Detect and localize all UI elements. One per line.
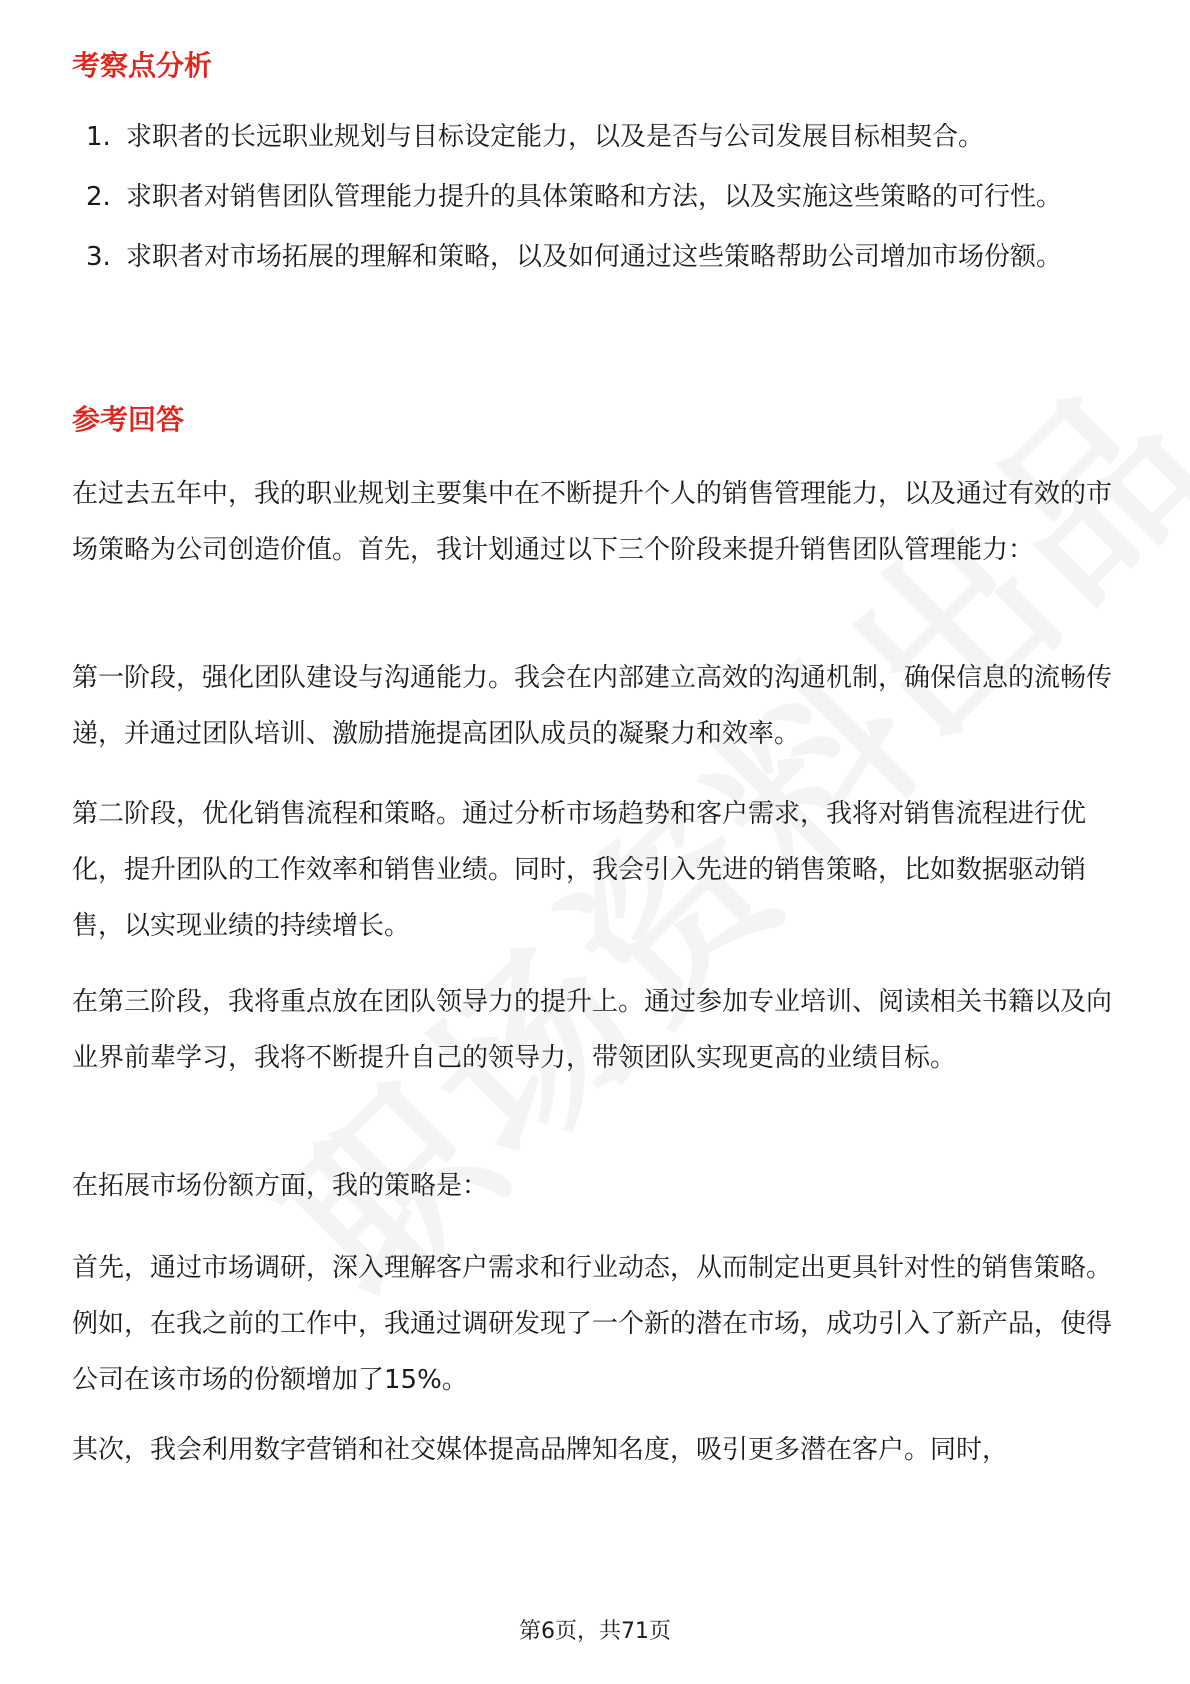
answer-paragraph: 首先，通过市场调研，深入理解客户需求和行业动态，从而制定出更具针对性的销售策略。例如，在我之前的工作中，我通过调研发现了一个新的潜在市场，成功引入了新产品，使得公司在该市场的份额增加了15%。 [72,1253,1113,1395]
answer-paragraph: 在第三阶段，我将重点放在团队领导力的提升上。通过参加专业培训、阅读相关书籍以及向业界前辈学习，我将不断提升自己的领导力，带领团队实现更高的业绩目标。 [72,987,1113,1073]
list-item-text: 求职者对销售团队管理能力提升的具体策略和方法，以及实施这些策略的可行性。 [126,182,1063,212]
answer-paragraph: 第一阶段，强化团队建设与沟通能力。我会在内部建立高效的沟通机制，确保信息的流畅传递，并通过团队培训、激励措施提高团队成员的凝聚力和效率。 [72,663,1113,749]
page-number-footer: 第6页，共71页 [519,1619,671,1644]
answer-paragraph: 在拓展市场份额方面，我的策略是： [72,1171,489,1201]
section-heading-analysis: 考察点分析 [72,49,213,82]
list-item [72,228,1118,286]
answer-paragraph: 在过去五年中，我的职业规划主要集中在不断提升个人的销售管理能力，以及通过有效的市场策略为公司创造价值。首先，我计划通过以下三个阶段来提升销售团队管理能力： [72,479,1113,565]
list-number: 2. [86,182,111,212]
list-item [72,108,1118,166]
analysis-list [72,108,1118,288]
list-item-text: 求职者的长远职业规划与目标设定能力，以及是否与公司发展目标相契合。 [126,122,985,152]
list-item-text: 求职者对市场拓展的理解和策略，以及如何通过这些策略帮助公司增加市场份额。 [126,242,1063,272]
answer-paragraph: 第二阶段，优化销售流程和策略。通过分析市场趋势和客户需求，我将对销售流程进行优化，提升团队的工作效率和销售业绩。同时，我会引入先进的销售策略，比如数据驱动销售，以实现业绩的持续增长。 [72,799,1087,941]
section-heading-answer: 参考回答 [72,403,185,436]
list-item [72,168,1118,226]
list-number: 1. [86,122,111,152]
answer-paragraph: 其次，我会利用数字营销和社交媒体提高品牌知名度，吸引更多潜在客户。同时， [72,1435,1009,1465]
list-number: 3. [86,242,111,272]
